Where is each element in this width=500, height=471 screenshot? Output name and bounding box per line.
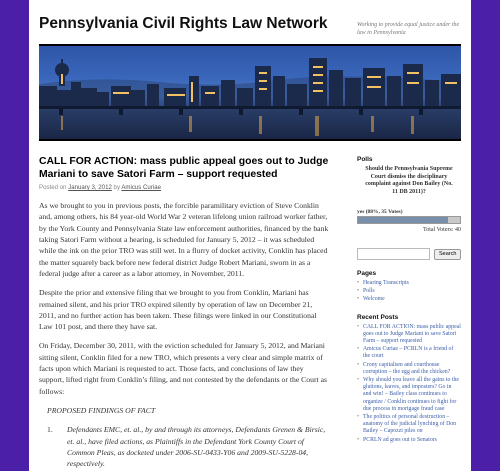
list-item [357,288,461,295]
header-banner-image [39,46,461,139]
list-item [357,280,461,287]
recent-post-link[interactable]: The politics of personal destruction – anatomy of the judicial lynching of Don Bailey – Capozzi piles on [363,414,457,435]
header-rule [39,139,461,141]
recent-post-link[interactable]: CALL FOR ACTION: mass public appeal goes out to Judge Mariani to save Satori Farm – support requested [363,323,461,345]
poll-total-voters: Total Voters: 40 [422,227,461,233]
polls-widget-title: Polls [357,156,373,163]
list-item [357,296,461,303]
site-title[interactable]: Pennsylvania Civil Rights Law Network [39,15,328,32]
page-link-polls[interactable]: Polls [363,288,375,295]
search-button[interactable]: Search [434,249,461,260]
page-link-hearing-transcripts[interactable]: Hearing Transcripts [363,280,409,286]
finding-item [47,424,329,469]
finding-number: 1. [47,425,53,435]
search-form [357,248,461,260]
recent-post-link[interactable]: Why should you leave all the gains to the gluttons, leaves, and imposters? Go in and win! – Bailey class continues to organize / Conklin continues to fight for due process in mortgage fraud case [363,377,459,412]
recent-posts-widget-title: Recent Posts [357,313,399,321]
finding-text: Defendants EMC, et. al., by and through its attorneys, Defendants Grenen & Birsic, et. al., have filed actions, as Plaintiffs in the Defendant York County Court of Common Pleas, as docketed under 2006-SU-0433-Y06 and 2009-SU-5228-04, respectively. [67,425,326,469]
site-tagline: Working to provide equal justice under the law in Pennsylvania [357,22,460,36]
post-paragraph: On Friday, December 30, 2011, with the eviction scheduled for January 5, 2012, and Mariani sitting silent, Conklin filed for a new TRO, which presents a very clear and simple matrix of facts upon which Mariani is requested to act. Those facts, and conclusions of law they support, lifted right from Conklin’s filing, and not contested by the defendants or the Court as follows: [39,341,328,396]
list-item [357,346,461,360]
list-item [357,414,461,436]
poll-result-label: yes (88%, 35 Votes) [357,209,403,215]
post-paragraph: Despite the prior and extensive filing that we brought to you from Conklin, Mariani has remained silent, and his prior TRO expired silently by operation of law on December 21, 2011, and no further action has been taken. These filings were linked in our Constitutional Law 101 post, and there they have sat. [39,288,317,332]
page-link-welcome[interactable]: Welcome [363,296,385,303]
post-body [39,200,329,469]
recent-post-link[interactable]: Crony capitalism and courthouse corruption – the egg and the chicken? [363,361,451,375]
post-meta-by: by [111,184,122,192]
post-author-link[interactable]: Amicus Curiae [121,184,161,192]
post-meta [39,184,329,192]
pages-widget-title: Pages [357,270,377,277]
list-item [357,362,461,376]
list-item [357,324,461,346]
post-paragraph: As we brought to you in previous posts, the forcible paramilitary eviction of Steve Conklin and, among others, his 84 year-old World War 2 veteran lifelong union railroad worker father, by the York County and Pennsylvania State law enforcement authorities, financed by the bank taking Satori Farm without a hearing, is scheduled for January 5, 2012 – it was scheduled while the ink on the prior TRO was still wet. In a flurry of docket activity, Conklin has placed the matter squarely back before new federal district Judge Robert Mariani, sworn in as a federal judge after a career as a labor attorney, in November, 2011. [39,201,329,278]
poll-question: Should the Pennsylvania Supreme Court dismiss the disciplinary complaint against Don Bailey (No. 11 DB 2011)? [365,166,453,195]
poll-result-bar-fill [358,217,448,223]
pages-list [357,280,461,304]
post-title[interactable]: CALL FOR ACTION: mass public appeal goes out to Judge Mariani to save Satori Farm – support requested [39,156,329,180]
search-input[interactable] [357,248,430,260]
post-meta-prefix: Posted on [39,184,69,192]
main-content [39,156,329,469]
recent-posts-list [357,324,461,444]
page [29,0,471,471]
recent-post-link[interactable]: PCRLN ad goes out to Senators [363,436,437,443]
findings-heading: PROPOSED FINDINGS OF FACT [47,405,156,415]
recent-post-link[interactable]: Amicus Curiae – PCRLN is a friend of the court [363,346,454,360]
sidebar [357,156,461,445]
list-item [357,377,461,413]
list-item [357,437,461,444]
poll-result-bar [357,216,461,224]
post-date-link[interactable]: January 3, 2012 [68,184,112,192]
